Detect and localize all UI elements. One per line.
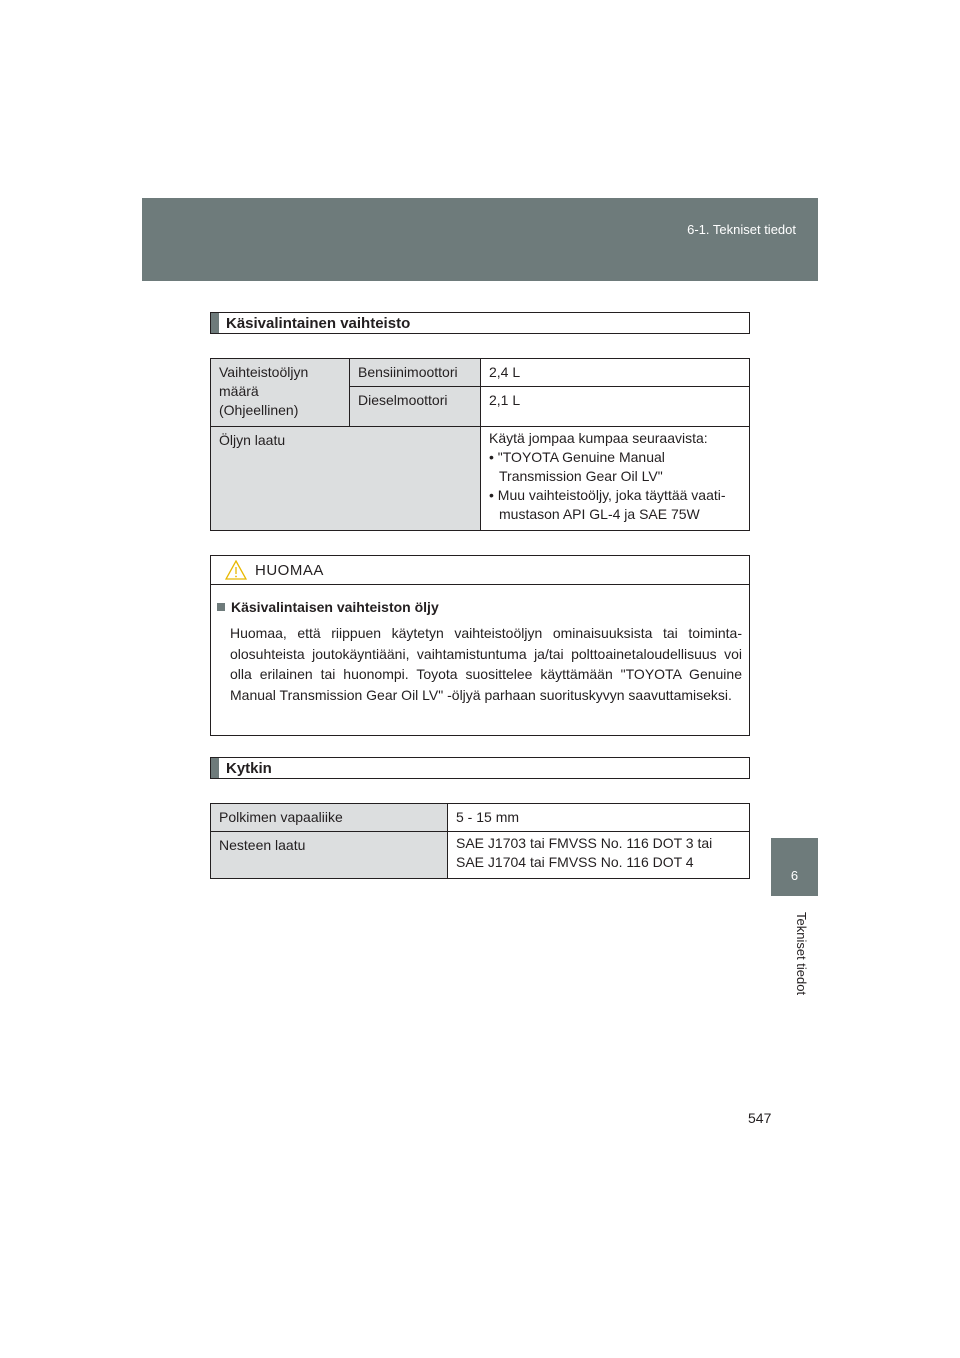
engine-type-cell: Bensiinimoottori (350, 359, 481, 387)
chapter-number: 6 (790, 868, 799, 883)
page-number: 547 (748, 1110, 772, 1126)
notice-title: HUOMAA (255, 561, 324, 579)
section-title: Käsivalintainen vaihteisto (226, 314, 411, 332)
square-bullet-icon (217, 603, 225, 611)
clutch-spec-label: Nesteen laatu (211, 832, 448, 879)
oil-quality-cell (481, 427, 750, 531)
oil-quality-item: • Muu vaihteistoöljy, joka täyttää vaati-mustason API GL-4 ja SAE 75W (489, 487, 726, 522)
section-breadcrumb: 6-1. Tekniset tiedot (687, 222, 796, 237)
notice-subtitle: Käsivalintaisen vaihteiston öljy (231, 599, 439, 615)
chapter-tab (771, 838, 818, 896)
notice-box (210, 555, 750, 736)
chapter-label: Tekniset tiedot (794, 912, 809, 996)
engine-type-cell: Dieselmoottori (350, 387, 481, 427)
oil-amount-label: Vaihteistoöljyn määrä (Ohjeellinen) (211, 359, 350, 427)
clutch-spec-label: Polkimen vapaaliike (211, 804, 448, 832)
manual-transmission-heading (210, 312, 750, 334)
clutch-spec-value: SAE J1703 tai FMVSS No. 116 DOT 3 tai SAE J1704 tai FMVSS No. 116 DOT 4 (448, 832, 750, 879)
oil-quality-item: • "TOYOTA Genuine Manual Transmission Gear Oil LV" (489, 449, 665, 484)
clutch-spec-table (210, 803, 750, 879)
section-title: Kytkin (226, 759, 272, 777)
warning-triangle-icon (225, 560, 247, 580)
oil-quality-label: Öljyn laatu (211, 427, 481, 531)
oil-amount-value: 2,1 L (481, 387, 750, 427)
notice-subtitle-row (217, 599, 749, 615)
notice-body: Huomaa, että riippuen käytetyn vaihteistoöljyn ominaisuuksista tai toiminta-olosuhteista joutokäyntiääni, vaihtamistuntuma ja/tai polttoainetaloudellisuus voi olla erilainen tai huonompi. Toyota suosittelee käyttämään "TOYOTA Genuine Manual Transmission Gear Oil LV" -öljyä parhaan suorituskyvyn saavuttamiseksi. (230, 625, 742, 703)
transmission-spec-table (210, 358, 750, 531)
clutch-spec-value: 5 - 15 mm (448, 804, 750, 832)
oil-amount-value: 2,4 L (481, 359, 750, 387)
notice-header (211, 556, 749, 585)
clutch-heading (210, 757, 750, 779)
oil-quality-intro: Käytä jompaa kumpaa seuraavista: (489, 430, 708, 446)
header-band (142, 198, 818, 281)
